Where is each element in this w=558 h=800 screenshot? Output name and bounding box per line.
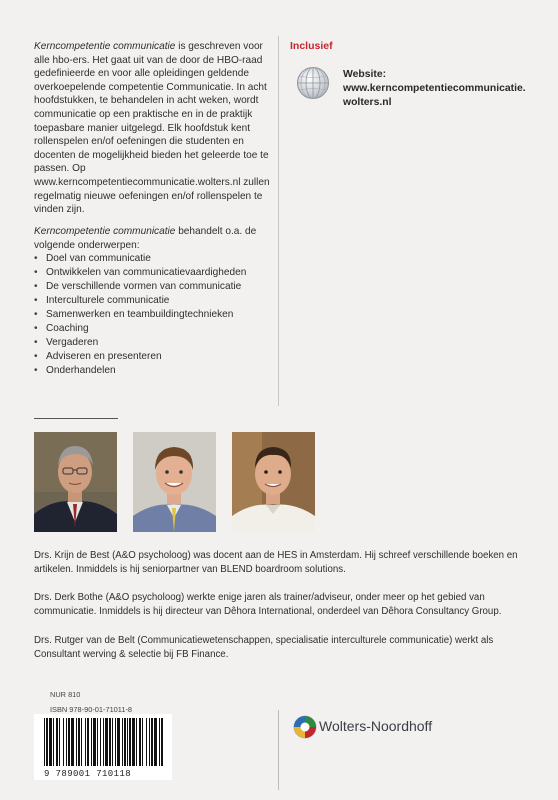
barcode-bar — [124, 718, 126, 766]
column-divider — [278, 36, 279, 406]
barcode-bar — [76, 718, 77, 766]
barcode-bar — [127, 718, 128, 766]
website-url-line-2[interactable]: wolters.nl — [343, 97, 392, 108]
intro-book-title: Kerncompetentie communicatie — [34, 41, 176, 52]
barcode-bar — [117, 718, 120, 766]
barcode-bar — [87, 718, 89, 766]
barcode-bar — [78, 718, 80, 766]
barcode-bar — [139, 718, 141, 766]
nur-code: NUR 810 — [50, 690, 81, 699]
list-item: • De verschillende vormen van communicatie — [34, 280, 270, 294]
barcode-bar — [112, 718, 113, 766]
barcode-bar — [154, 718, 157, 766]
barcode-bar — [100, 718, 101, 766]
barcode-bar — [122, 718, 123, 766]
barcode-bar — [132, 718, 135, 766]
topics-intro — [34, 225, 270, 252]
inclusief-label: Inclusief — [290, 40, 333, 52]
barcode-bar — [149, 718, 150, 766]
barcode-bar — [85, 718, 86, 766]
barcode-bar — [115, 718, 116, 766]
barcode-bar — [136, 718, 137, 766]
barcode-bar — [109, 718, 111, 766]
isbn: ISBN 978-90-01-71011-8 — [50, 705, 133, 714]
intro-paragraph — [34, 40, 270, 217]
footer-divider — [278, 710, 279, 790]
list-item: • Coaching — [34, 322, 270, 336]
author-photo-krijn-de-best — [34, 432, 117, 532]
barcode-bar — [129, 718, 131, 766]
topics-intro-text: behandelt o.a. de volgende onderwerpen: — [34, 226, 257, 251]
barcode-bar — [151, 718, 153, 766]
barcode-bar — [56, 718, 58, 766]
barcode-bar — [68, 718, 70, 766]
publisher-name: Wolters-Noordhoff — [319, 718, 433, 734]
barcode-bar — [71, 718, 74, 766]
list-item: • Interculturele communicatie — [34, 294, 270, 308]
barcode-digits: 9 789001 710118 — [44, 769, 132, 779]
barcode-bar — [44, 718, 45, 766]
barcode-bar — [63, 718, 64, 766]
list-item: • Adviseren en presenteren — [34, 350, 270, 364]
barcode-bar — [142, 718, 143, 766]
list-item: • Ontwikkelen van communicatievaardigheden — [34, 266, 270, 280]
barcode-bar — [49, 718, 52, 766]
website-url-line-1[interactable]: www.kerncompetentiecommunicatie. — [343, 83, 526, 94]
publisher-logo-icon — [293, 715, 317, 739]
barcode-bar — [59, 718, 60, 766]
intro-text: is geschreven voor alle hbo-ers. Het gaat uit van de door de HBO-raad gedefinieerde en voor alle opleidingen geldende overkoepelende competentie Communicatie. In acht hoofdstukken, te behandelen in acht weken, wordt communicatie op een praktische en in de praktijk toepasbare manier uitgelegd. Elk hoofdstuk kent rollenspelen en/of oefeningen die studenten en docenten de mogelijkheid bieden het geleerde toe te passen. Op www.kerncompetentiecommunicatie.wolters.nl zullen regelmatig nieuwe oefeningen en/of rollenspelen te vinden zijn. — [34, 41, 270, 216]
section-divider — [34, 418, 118, 419]
barcode-bar — [66, 718, 67, 766]
author-photo-rutger-van-de-belt — [232, 432, 315, 532]
list-item: • Vergaderen — [34, 336, 270, 350]
barcode-bar — [159, 718, 160, 766]
bio-derk-bothe: Drs. Derk Bothe (A&O psycholoog) werkte enige jaren als trainer/adviseur, onder meer op het gebied van communicatie. Inmiddels is hij directeur van Dêhora International, onderdeel van Dêhora Consultancy Group. — [34, 592, 502, 617]
barcode-bar — [97, 718, 98, 766]
barcode-bar — [46, 718, 48, 766]
list-item: • Onderhandelen — [34, 364, 270, 378]
topic-list — [34, 252, 270, 378]
website-block — [343, 68, 543, 110]
barcode-bar — [81, 718, 82, 766]
topics-book-title: Kerncompetentie communicatie — [34, 226, 176, 237]
barcode-bar — [53, 718, 54, 766]
barcode-bar — [103, 718, 104, 766]
website-label: Website: — [343, 69, 387, 80]
globe-icon — [296, 66, 330, 100]
bio-rutger-van-de-belt: Drs. Rutger van de Belt (Communicatiewetenschappen, specialisatie interculturele communicatie) werkt als Consultant werving & selectie bij FB Finance. — [34, 635, 494, 660]
barcode-bar — [91, 718, 92, 766]
barcode-bar — [93, 718, 96, 766]
barcode-bar — [146, 718, 147, 766]
author-photo-derk-bothe — [133, 432, 216, 532]
list-item: • Samenwerken en teambuildingtechnieken — [34, 308, 270, 322]
bio-krijn-de-best: Drs. Krijn de Best (A&O psycholoog) was docent aan de HES in Amsterdam. Hij schreef verschillende boeken en artikelen. Inmiddels is hij seniorpartner van BLEND boardroom solutions. — [34, 550, 518, 575]
list-item: • Doel van communicatie — [34, 252, 270, 266]
barcode-bar — [161, 718, 163, 766]
barcode-bar — [105, 718, 108, 766]
